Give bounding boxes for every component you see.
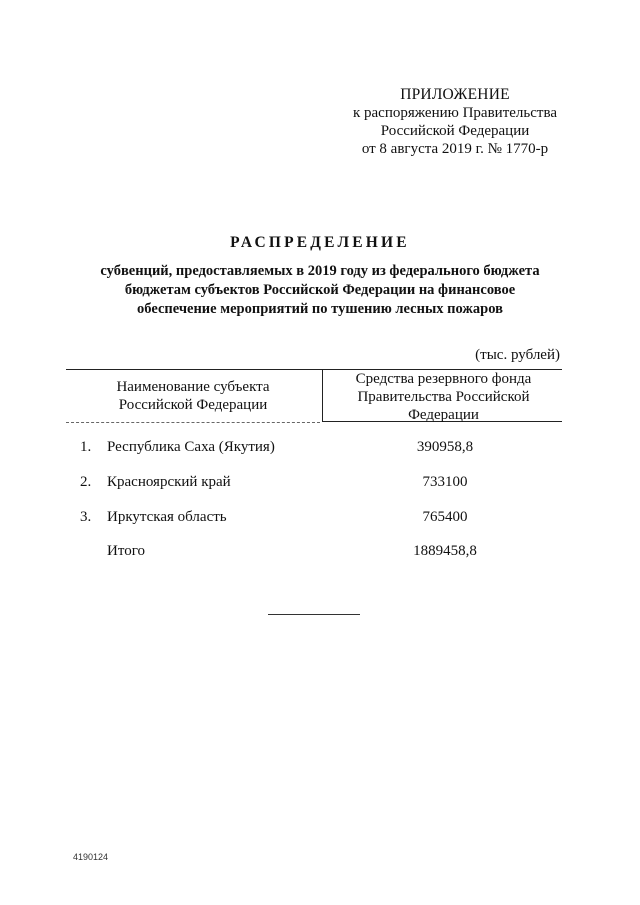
appendix-line-3: от 8 августа 2019 г. № 1770-р [361, 141, 549, 157]
subtitle-line-3: обеспечение мероприятий по тушению лесных пожаров [137, 301, 503, 317]
table-row-1-name: Республика Саха (Якутия) [107, 439, 275, 455]
table-row-3-name: Иркутская область [107, 509, 227, 525]
subtitle-line-2: бюджетам субъектов Российской Федерации на финансовое [124, 282, 516, 298]
footer-document-code: 4190124 [73, 852, 109, 862]
header-funds-line-3: Федерации [408, 407, 479, 423]
appendix-header [330, 86, 580, 158]
header-subject-line-2: Российской Федерации [118, 397, 268, 413]
subtitle-line-1: субвенций, предоставляемых в 2019 году из федерального бюджета [100, 263, 540, 279]
table-total-name: Итого [107, 543, 145, 559]
table-row-1-value: 390958,8 [416, 439, 474, 455]
document-subtitle [60, 262, 580, 319]
table-header-subject [66, 378, 320, 414]
table-header-funds [325, 370, 562, 424]
table-column-divider [322, 369, 323, 422]
closing-separator-line [268, 614, 360, 615]
header-funds-line-1: Средства резервного фонда [355, 371, 532, 387]
appendix-title: ПРИЛОЖЕНИЕ [400, 86, 510, 103]
table-row-2-value: 733100 [422, 474, 468, 490]
table-row-2-name: Красноярский край [107, 474, 231, 490]
table-row-2-num: 2. [80, 474, 92, 490]
table-header-bottom-left [66, 422, 320, 423]
document-title: РАСПРЕДЕЛЕНИЕ [230, 234, 410, 251]
appendix-line-2: Российской Федерации [380, 123, 530, 139]
header-funds-line-2: Правительства Российской [357, 389, 530, 405]
table-row-3-num: 3. [80, 509, 92, 525]
units-label: (тыс. рублей) [475, 347, 560, 363]
table-row-3-value: 765400 [422, 509, 468, 525]
table-total-value: 1889458,8 [413, 543, 477, 559]
table-row-1-num: 1. [80, 439, 92, 455]
appendix-line-1: к распоряжению Правительства [352, 105, 557, 121]
header-subject-line-1: Наименование субъекта [116, 379, 270, 395]
